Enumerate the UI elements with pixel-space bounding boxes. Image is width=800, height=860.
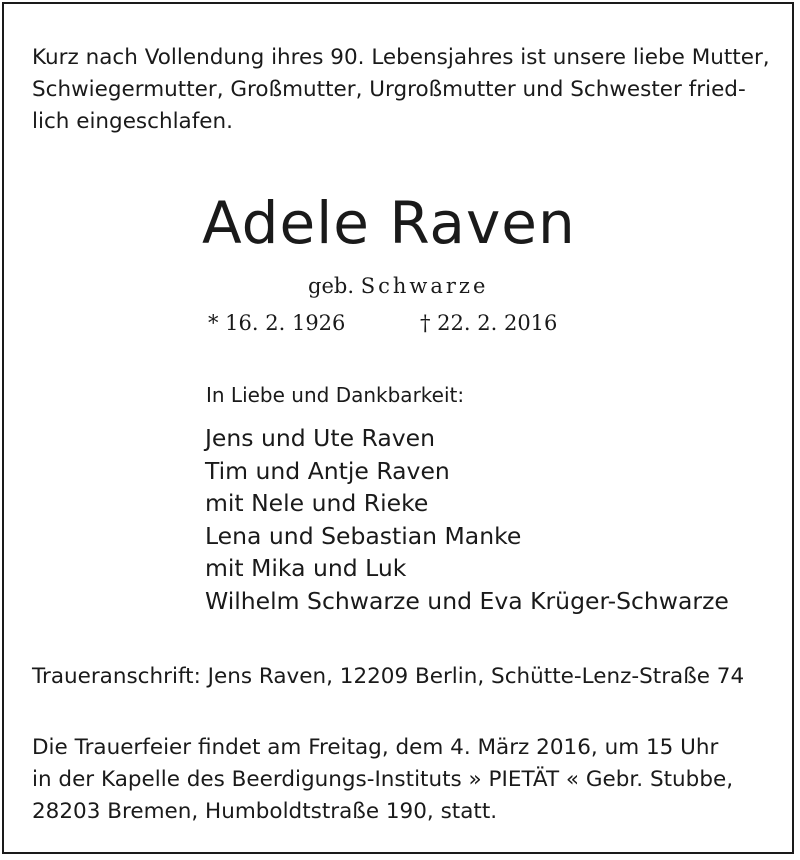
death-date: † 22. 2. 2016 — [420, 311, 558, 335]
intro-line: Schwiegermutter, Großmutter, Urgroßmutter und Schwester fried- — [32, 77, 746, 102]
mourner-entry: Wilhelm Schwarze und Eva Krüger-Schwarze — [205, 586, 729, 615]
intro-paragraph — [32, 42, 772, 138]
maiden-surname: Schwarze — [360, 274, 489, 298]
ceremony-line: Die Trauerfeier findet am Freitag, dem 4. März 2016, um 15 Uhr — [32, 735, 719, 760]
mourners-heading: In Liebe und Dankbarkeit: — [206, 383, 465, 407]
ceremony-line: in der Kapelle des Beerdigungs-Instituts » PIETÄT « Gebr. Stubbe, — [32, 767, 734, 792]
mourning-address: Traueranschrift: Jens Raven, 12209 Berlin, Schütte-Lenz-Straße 74 — [32, 664, 745, 689]
birth-date: * 16. 2. 1926 — [208, 311, 346, 335]
mourner-entry: Lena und Sebastian Manke — [205, 521, 522, 550]
ceremony-paragraph — [32, 732, 733, 828]
maiden-prefix: geb. — [308, 274, 354, 298]
mourners-list — [205, 422, 729, 617]
maiden-name — [308, 271, 488, 301]
intro-line: Kurz nach Vollendung ihres 90. Lebensjahres ist unsere liebe Mutter, — [32, 45, 770, 70]
deceased-name: Adele Raven — [202, 189, 576, 257]
intro-line: lich eingeschlafen. — [32, 109, 233, 134]
ceremony-line: 28203 Bremen, Humboldtstraße 190, statt. — [32, 799, 498, 824]
mourner-entry: Tim und Antje Raven — [205, 456, 450, 485]
mourner-entry: mit Mika und Luk — [205, 554, 407, 582]
mourner-entry: mit Nele und Rieke — [205, 489, 429, 517]
mourner-entry: Jens und Ute Raven — [205, 424, 435, 452]
